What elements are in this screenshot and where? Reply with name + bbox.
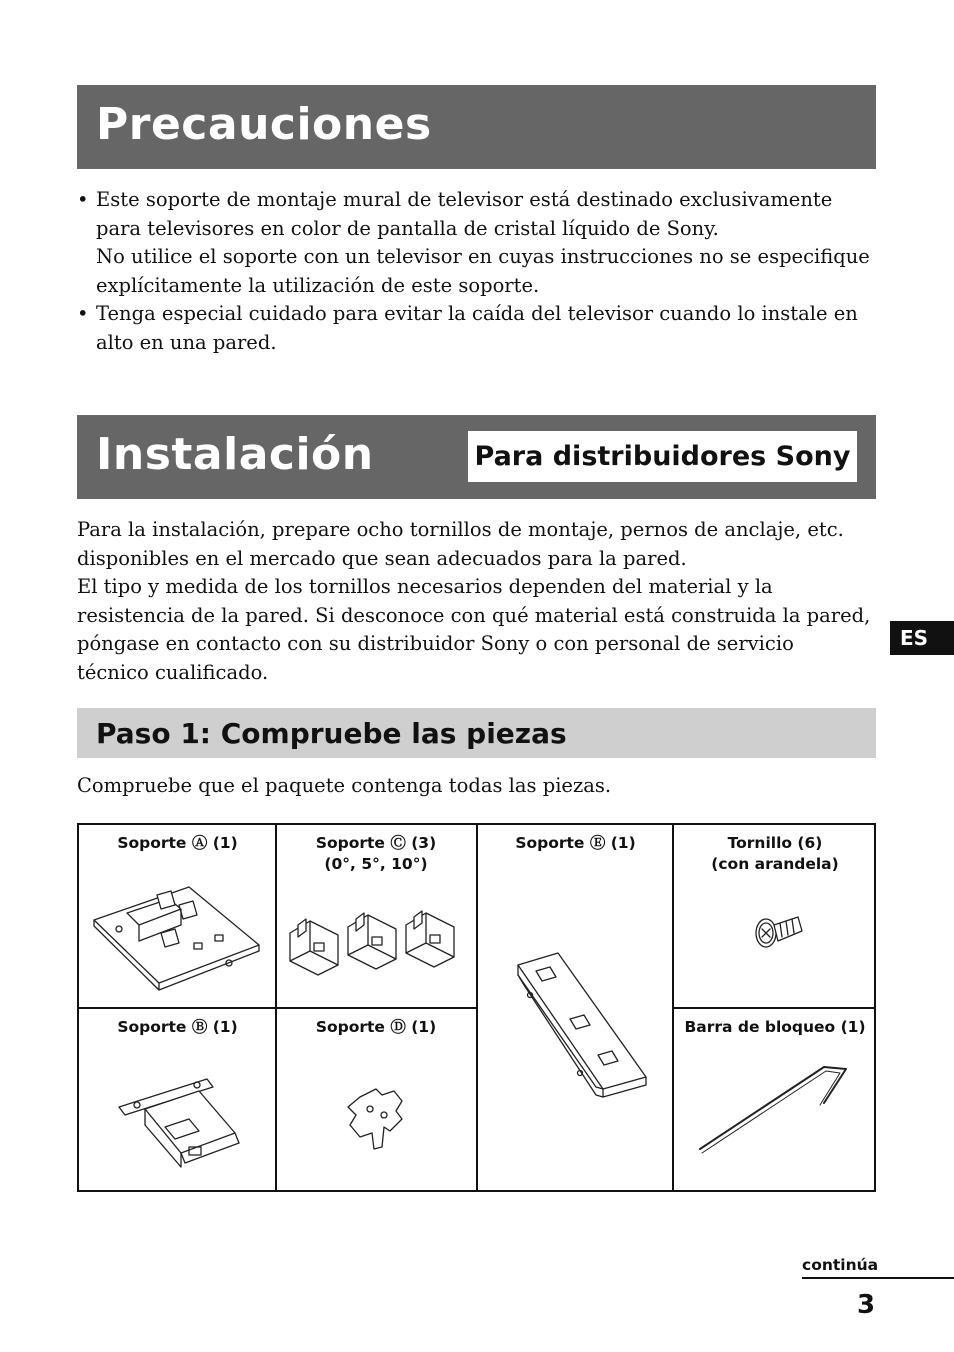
bracket-c-illustration	[276, 825, 476, 1008]
language-tab: ES	[890, 621, 954, 655]
step1-text: Compruebe que el paquete contenga todas las piezas.	[77, 774, 612, 797]
part-label: Soporte Ⓓ (1)	[315, 1018, 437, 1036]
bracket-b-illustration	[79, 1009, 276, 1190]
precautions-banner	[77, 85, 876, 169]
screw-illustration	[674, 825, 876, 1008]
part-label: Soporte Ⓐ (1)	[117, 834, 238, 852]
installation-intro: Para la instalación, prepare ocho tornillos de montaje, pernos de anclaje, etc. disponibles en el mercado que sean adecuados para la pared. El tipo y medida de los tornillos necesarios dependen del material y la resistencia de la pared. Si desconoce con qué material está construida la pared, póngase en contacto con su distribuidor Sony o con personal de servicio técnico cualificado.	[77, 518, 871, 684]
precaution-item: • Este soporte de montaje mural de televisor está destinado exclusivamente para televisores en color de pantalla de cristal líquido de Sony. No utilice el soporte con un televisor en cuyas instrucciones no se especifique explícitamente la utilización de este soporte.	[77, 186, 887, 300]
part-lock-bar	[674, 1009, 876, 1190]
installation-banner	[77, 415, 876, 499]
precautions-title: Precauciones	[96, 99, 432, 150]
page-number: 3	[857, 1290, 876, 1320]
part-bracket-b	[79, 1009, 276, 1190]
part-bracket-e	[478, 825, 673, 1190]
part-label: Soporte Ⓒ (3) (0°, 5°, 10°)	[315, 834, 437, 873]
part-label: Barra de bloqueo (1)	[684, 1018, 866, 1036]
part-bracket-a	[79, 825, 276, 1008]
part-label: Tornillo (6) (con arandela)	[711, 834, 839, 873]
step1-title: Paso 1: Compruebe las piezas	[77, 708, 876, 758]
parts-table	[77, 823, 876, 1192]
lock-bar-illustration	[674, 1009, 876, 1190]
part-screw	[674, 825, 876, 1008]
part-label: Soporte Ⓑ (1)	[117, 1018, 238, 1036]
bracket-d-illustration	[276, 1009, 476, 1190]
installation-title: Instalación	[96, 429, 374, 480]
bracket-a-illustration	[79, 825, 276, 1008]
part-bracket-d	[276, 1009, 476, 1190]
part-label: Soporte Ⓔ (1)	[515, 834, 636, 852]
bracket-e-illustration	[478, 825, 673, 1190]
precaution-item: • Tenga especial cuidado para evitar la caída del televisor cuando lo instale en alto en una pared.	[77, 300, 887, 357]
installation-subtitle: Para distribuidores Sony	[468, 431, 857, 482]
part-bracket-c	[276, 825, 476, 1008]
continued-label: continúa	[802, 1256, 879, 1274]
footer-rule	[802, 1277, 954, 1279]
precautions-list	[77, 186, 887, 357]
